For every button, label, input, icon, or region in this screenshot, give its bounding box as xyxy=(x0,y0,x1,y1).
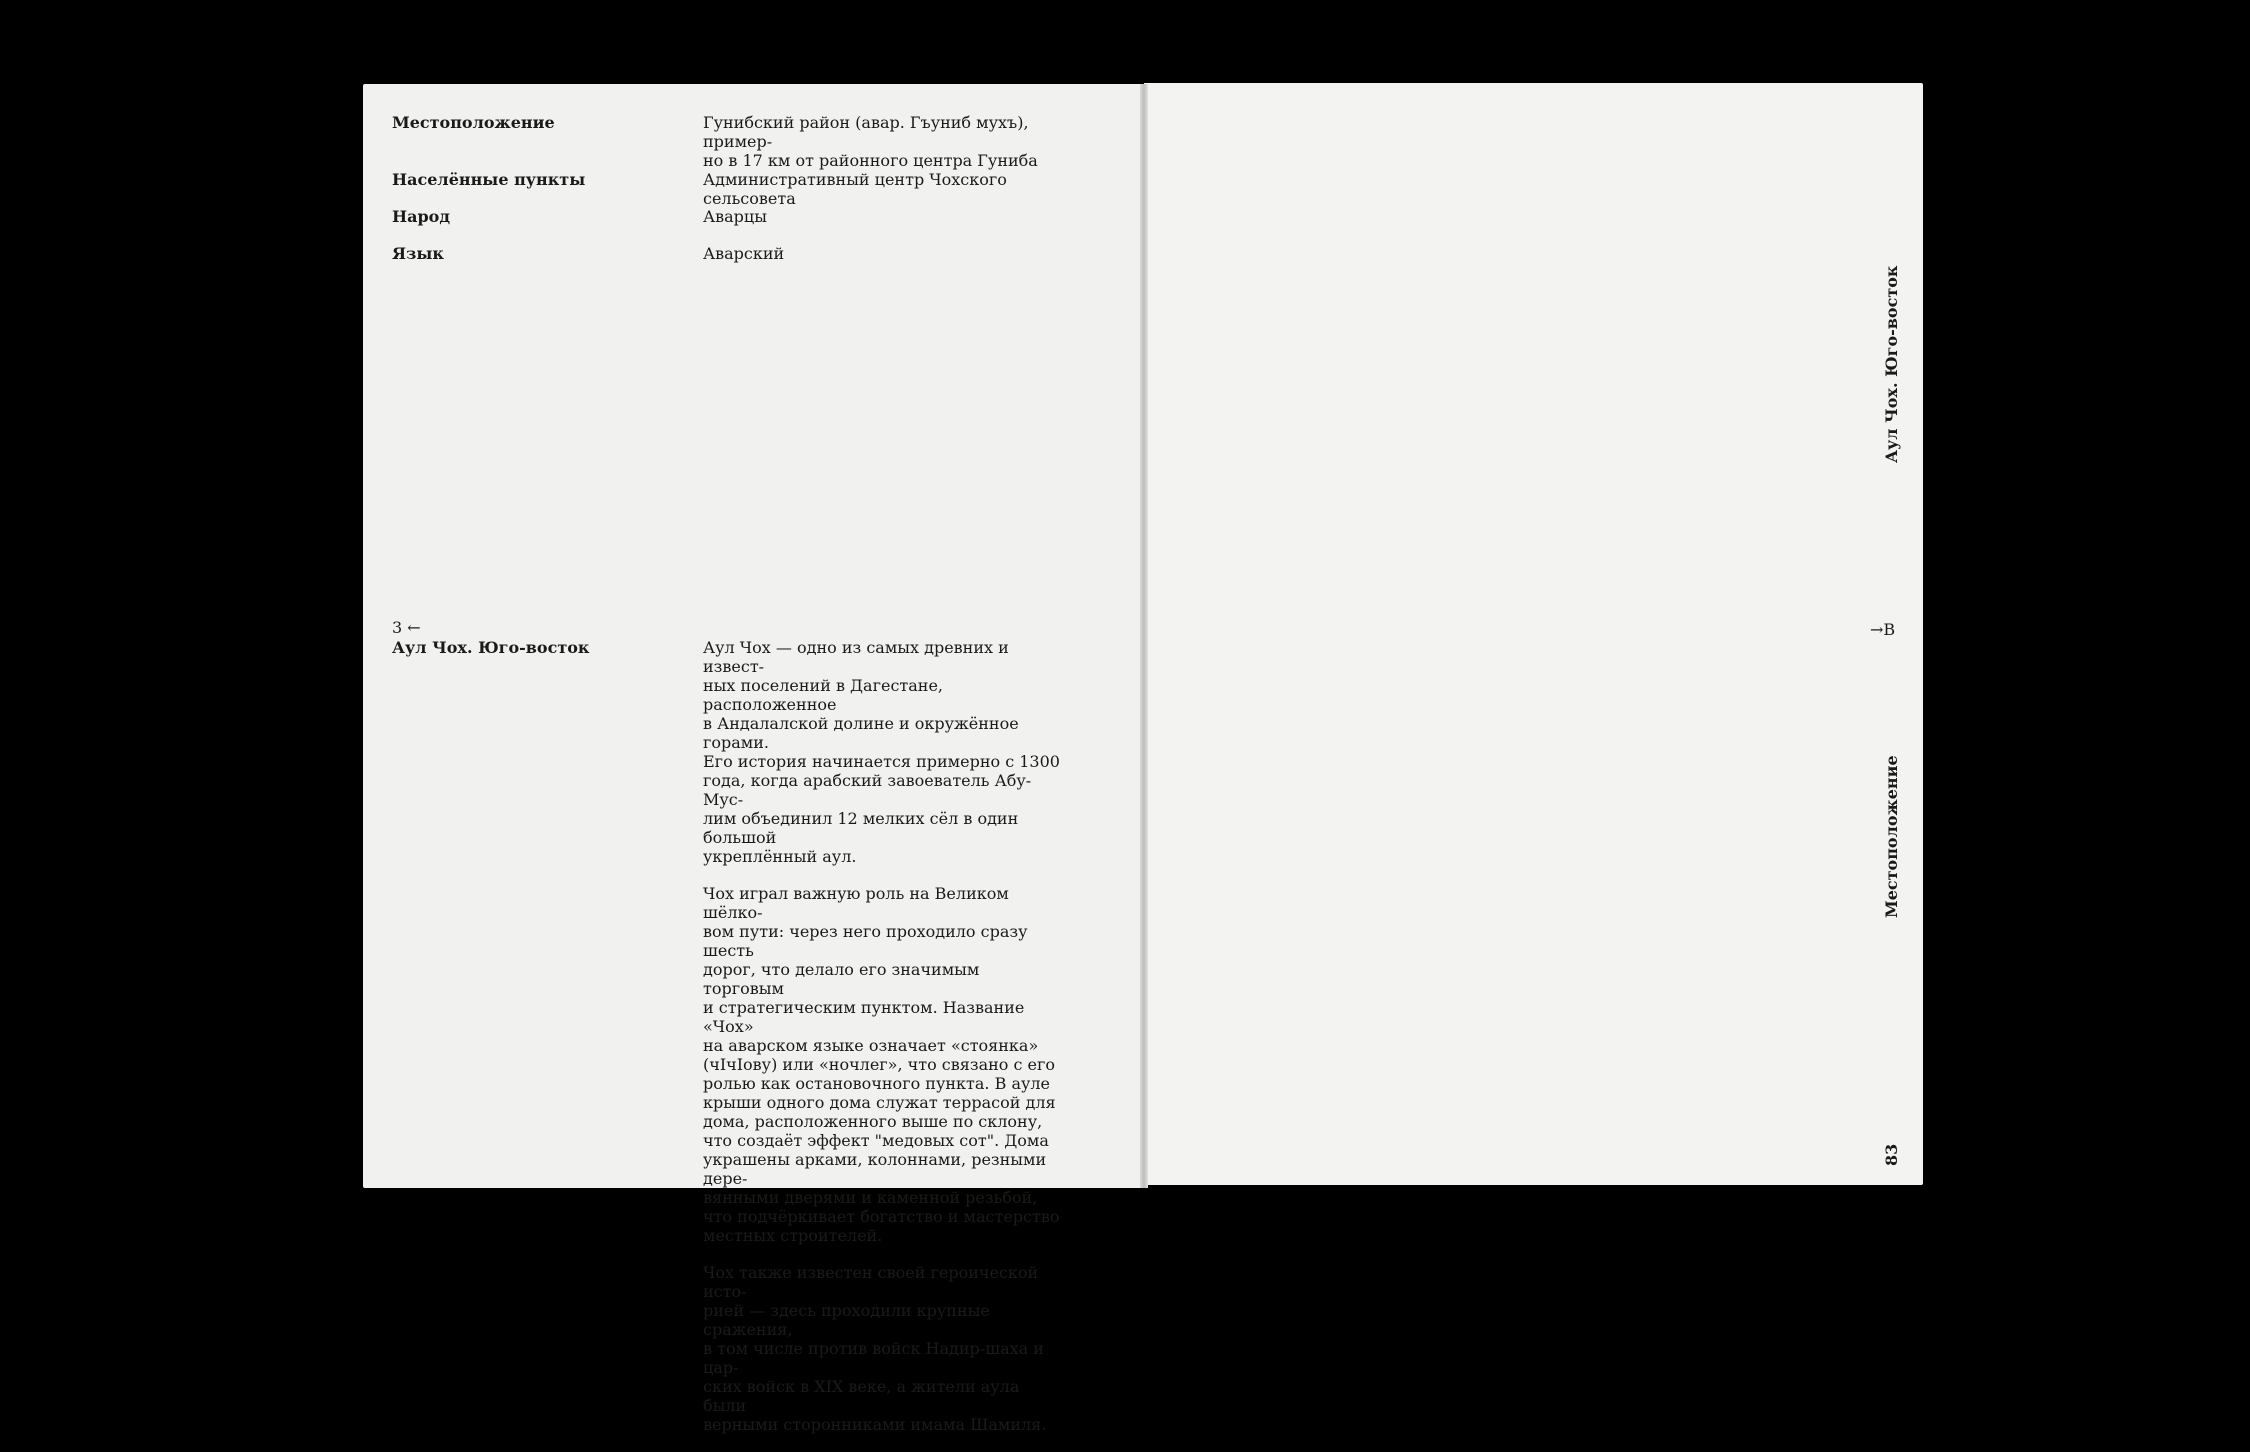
body-text xyxy=(703,638,1063,1452)
paragraph-heroic-history: Чох также известен своей героической исто- рией — здесь проходили крупные сражения, в том числе против войск Надир-шаха и цар- ских войск в XIX веке, а жители аула были верными сторонниками имама Шамиля. xyxy=(703,1263,1047,1434)
info-value-settlements: Административный центр Чохского сельсовета xyxy=(703,170,1007,208)
section-title: Аул Чох. Юго-восток xyxy=(392,638,590,657)
right-page xyxy=(1144,83,1923,1185)
info-label-people: Народ xyxy=(392,207,451,226)
spine-gutter xyxy=(1140,84,1148,1188)
section-label-vertical: Местоположение xyxy=(1882,755,1901,918)
info-value-location: Гунибский район (авар. Гъуниб мухъ), пример- но в 17 км от районного центра Гуниба xyxy=(703,113,1038,170)
nav-back-reference: 3 ← xyxy=(392,618,421,637)
page-number: 83 xyxy=(1882,1143,1901,1166)
info-label-settlements: Населённые пункты xyxy=(392,170,586,189)
nav-forward-reference: →B xyxy=(1870,620,1896,639)
info-value-people: Аварцы xyxy=(703,207,767,226)
info-label-language: Язык xyxy=(392,244,444,263)
running-head: Аул Чох. Юго-восток xyxy=(1882,265,1901,463)
info-label-location: Местоположение xyxy=(392,113,555,132)
paragraph-silk-road: Чох играл важную роль на Великом шёлко- вом пути: через него проходило сразу шесть дорог, что делало его значимым торговым и стратегическим пунктом. Название «Чох» на аварском языке означает «стоянка» (чIчIову) или «ночлег», что связано с его ролью как остановочного пункта. В ауле крыши одного дома служат террасой для дома, расположенного выше по склону, что создаёт эффект "медовых сот". Дома украшены арками, колоннами, резными дере- вянными дверями и каменной резьбой, что подчёркивает богатство и мастерство местных строителей. xyxy=(703,884,1060,1245)
paragraph-history: Аул Чох — одно из самых древних и извест- ных поселений в Дагестане, расположенное в Андалалской долине и окружённое горами. Его история начинается примерно с 1300 года, когда арабский завоеватель Абу-Мус- лим объединил 12 мелких сёл в один большой укреплённый аул. xyxy=(703,638,1060,866)
info-value-language: Аварский xyxy=(703,244,785,263)
